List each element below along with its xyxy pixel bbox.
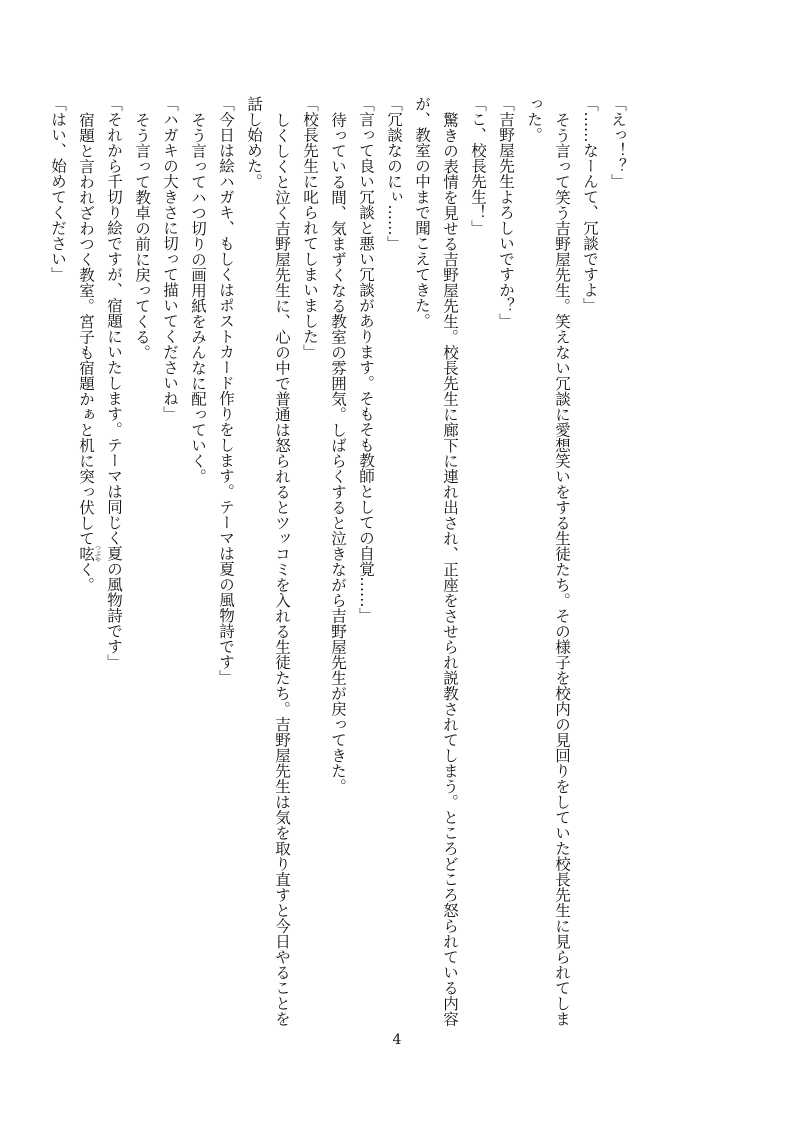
paragraph: 「言って良い冗談と悪い冗談があります。そもそも教師としての自覚……」 xyxy=(357,96,375,623)
paragraph: 待っている間、気まずくなる教室の雰囲気。しばらくすると泣きながら吉野屋先生が戻ってきた。 xyxy=(329,111,347,794)
paragraph: そう言ってハつ切りの画用紙をみんなに配っていく。 xyxy=(189,111,207,484)
ruby-annotation xyxy=(77,544,101,563)
paragraph: 「冗談なのにぃ……」 xyxy=(385,96,403,251)
page-number: 4 xyxy=(392,1032,402,1048)
paragraph-text: 宿題と言われざわつく教室。宮子も宿題かぁと机に突っ伏して xyxy=(77,111,95,546)
paragraph: 「ハガキの大きさに切って描いてくださいね」 xyxy=(161,96,179,422)
paragraph: 「こ、校長先生！」 xyxy=(469,96,487,236)
ruby-base: 呟 xyxy=(77,544,95,563)
paragraph-tail: く。 xyxy=(77,561,95,592)
paragraph: 「それから千切り絵ですが、宿題にいたします。テーマは同じく夏の風物詩です」 xyxy=(105,96,123,670)
paragraph: しくしくと泣く吉野屋先生に、心の中で普通は怒られるとツッコミを入れる生徒たち。吉野屋先生は気を取り直すと今日やることを話し始めた。 xyxy=(245,96,291,1026)
paragraph: そう言って教卓の前に戻ってくる。 xyxy=(133,111,151,360)
paragraph: 「えっ！？」 xyxy=(609,96,627,189)
paragraph-with-ruby xyxy=(72,96,100,1026)
vertical-text-block xyxy=(49,96,632,1026)
ruby-reading: つぶや xyxy=(93,544,101,563)
paragraph: 「今日は絵ハガキ、もしくはポストカード作りをします。テーマは夏の風物詩です」 xyxy=(217,96,235,685)
paragraph: 「吉野屋先生よろしいですか？」 xyxy=(497,96,515,329)
paragraph: 「校長先生に叱られてしまいました」 xyxy=(301,96,319,360)
paragraph: そう言って笑う吉野屋先生。笑えない冗談に愛想笑いをする生徒たち。その様子を校内の見回りをしていた校長先生に見られてしまった。 xyxy=(525,96,571,1026)
paragraph: 驚きの表情を見せる吉野屋先生。校長先生に廊下に連れ出され、正座をさせられ説教されてしまう。ところどころ怒られている内容が、教室の中まで聞こえてきた。 xyxy=(413,96,459,1026)
paragraph: 「……なーんて、冗談ですよ」 xyxy=(581,96,599,313)
paragraph: 「はい、始めてください」 xyxy=(49,96,67,282)
